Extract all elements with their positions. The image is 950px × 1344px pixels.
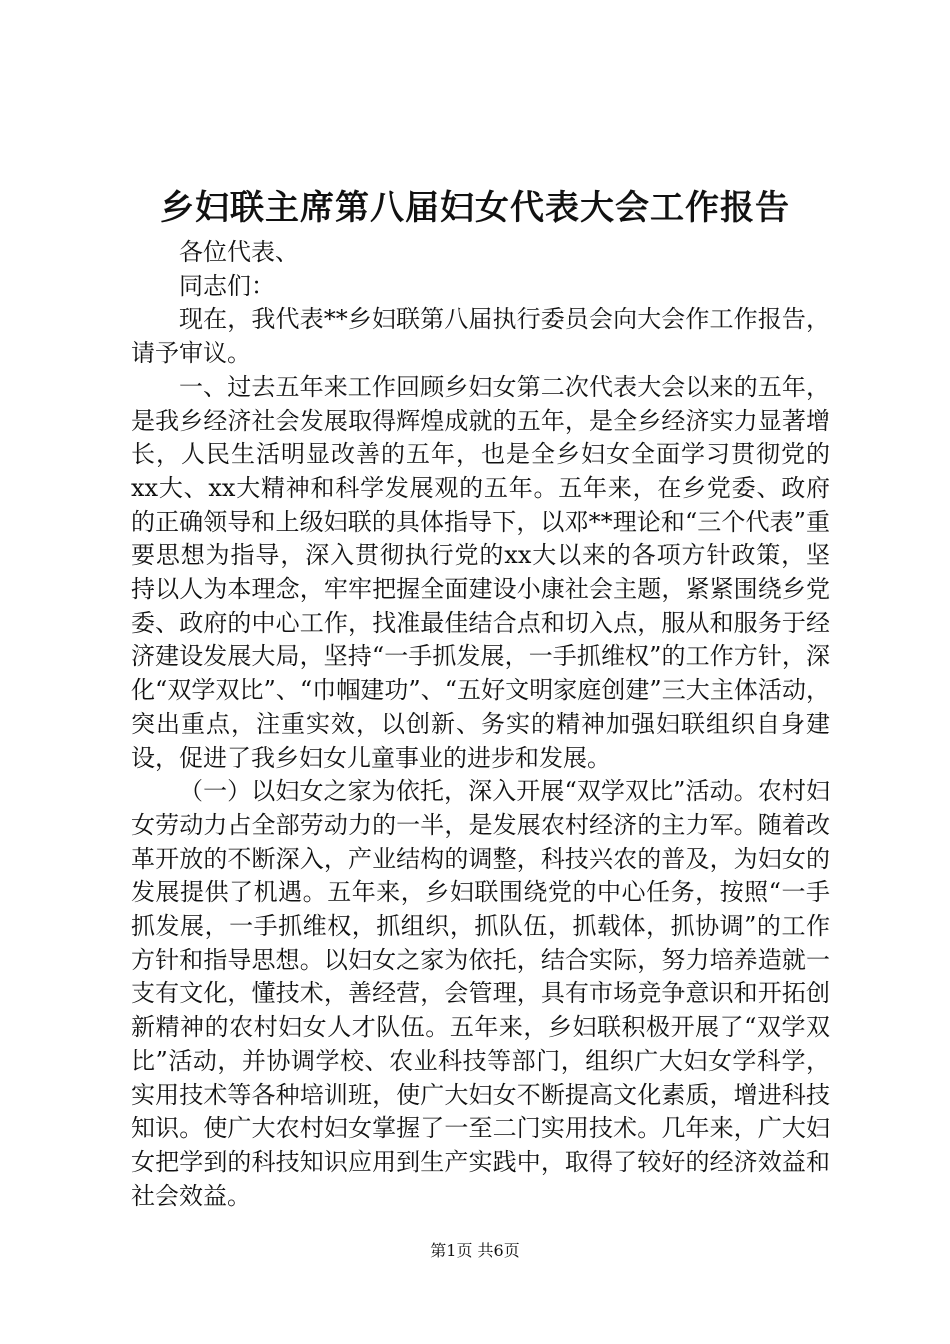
page-number-footer: 第1页 共6页 [430,1241,520,1260]
document-body [131,236,830,1213]
body-paragraph: （一）以妇女之家为依托，深入开展“双学双比”活动。农村妇女劳动力占全部劳动力的一半，是发展农村经济的主力军。随着改革开放的不断深入，产业结构的调整，科技兴农的普及，为妇女的发展提供了机遇。五年来，乡妇联围绕党的中心任务，按照“一手抓发展，一手抓维权，抓组织，抓队伍，抓载体，抓协调”的工作方针和指导思想。以妇女之家为依托，结合实际，努力培养造就一支有文化，懂技术，善经营，会管理，具有市场竞争意识和开拓创新精神的农村妇女人才队伍。五年来，乡妇联积极开展了“双学双比”活动，并协调学校、农业科技等部门，组织广大妇女学科学，实用技术等各种培训班，使广大妇女不断提高文化素质，增进科技知识。使广大农村妇女掌握了一至二门实用技术。几年来，广大妇女把学到的科技知识应用到生产实践中，取得了较好的经济效益和社会效益。 [131,777,830,1210]
body-paragraph: 现在，我代表**乡妇联第八届执行委员会向大会作工作报告，请予审议。 [131,305,830,368]
salutation-line: 同志们： [179,271,275,300]
salutation-line: 各位代表、 [179,238,299,266]
document-title: 乡妇联主席第八届妇女代表大会工作报告 [160,188,790,228]
body-paragraph: 一、过去五年来工作回顾乡妇女第二次代表大会以来的五年，是我乡经济社会发展取得辉煌成就的五年，是全乡经济实力显著增长，人民生活明显改善的五年，也是全乡妇女全面学习贯彻党的xx大、xx大精神和科学发展观的五年。五年来，在乡党委、政府的正确领导和上级妇联的具体指导下，以邓**理论和“三个代表”重要思想为指导，深入贯彻执行党的xx大以来的各项方针政策，坚持以人为本理念，牢牢把握全面建设小康社会主题，紧紧围绕乡党委、政府的中心工作，找准最佳结合点和切入点，服从和服务于经济建设发展大局，坚持“一手抓发展，一手抓维权”的工作方针，深化“双学双比”、“巾帼建功”、“五好文明家庭创建”三大主体活动，突出重点，注重实效，以创新、务实的精神加强妇联组织自身建设，促进了我乡妇女儿童事业的进步和发展。 [131,372,830,772]
